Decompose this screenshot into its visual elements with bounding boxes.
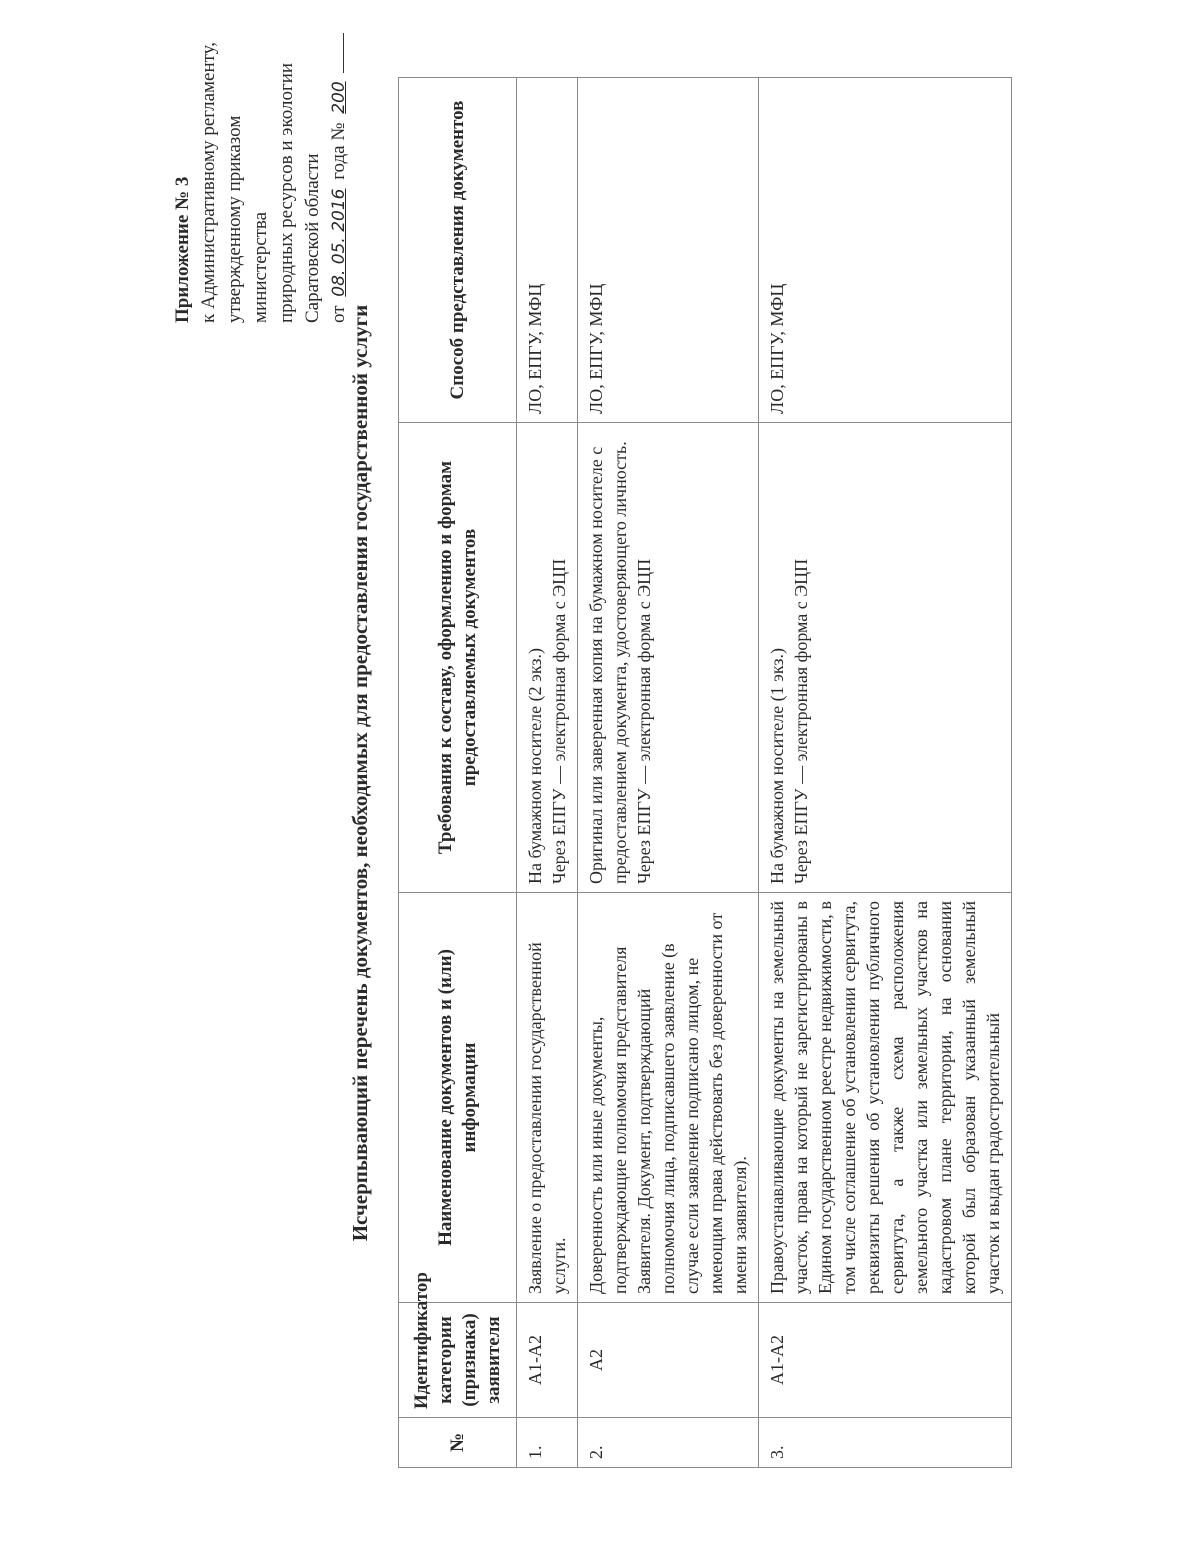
header-number: № — [399, 1418, 517, 1468]
appendix-line: утвержденному приказом министерства — [224, 115, 271, 323]
date-prefix: от — [328, 305, 349, 323]
row-method: ЛО, ЕПГУ, МФЦ — [578, 78, 759, 423]
requirement-line: Через ЕПГУ — электронная форма с ЭЦП — [549, 558, 569, 884]
handwritten-date: 08. 05. 2016 — [329, 188, 349, 297]
row-number: 3. — [759, 1418, 1012, 1468]
table-header-row — [399, 78, 517, 1468]
row-requirements — [759, 423, 1012, 893]
row-document: Доверенность или иные документы, подтверждающие полномочия представителя Заявителя. Документ, подтверждающий полномочия лица, подписавшего заявление (в случае если заявление подписано лицом, не имеющим права действовать без доверенности от имени заявителя). — [578, 893, 759, 1303]
header-category: Идентификатор категории (признака) заявителя — [399, 1303, 517, 1418]
requirement-line: На бумажном носителе (1 экз.) — [767, 648, 787, 884]
requirement-line: На бумажном носителе (2 экз.) — [525, 648, 545, 884]
row-category: А2 — [578, 1303, 759, 1418]
document-title: Исчерпывающий перечень документов, необходимых для предоставления государственной услуги — [348, 304, 372, 1242]
table-row — [578, 78, 759, 1468]
table-row — [759, 78, 1012, 1468]
table-row — [517, 78, 578, 1468]
requirement-line: Через ЕПГУ — электронная форма с ЭЦП — [634, 558, 654, 884]
requirement-line: Оригинал или заверенная копия на бумажном носителе с предоставлением документа, удостоверяющего личность. — [586, 441, 630, 884]
row-number: 1. — [517, 1418, 578, 1468]
year-suffix: года № — [328, 122, 349, 180]
row-category: А1-А2 — [759, 1303, 1012, 1418]
header-document: Наименование документов и (или) информации — [399, 893, 517, 1303]
requirement-line: Через ЕПГУ — электронная форма с ЭЦП — [791, 558, 811, 884]
appendix-heading: Приложение № 3 — [172, 176, 193, 323]
row-document: Правоустанавливающие документы на земельный участок, права на который не зарегистрированы в Едином государственном реестре недвижимости, в том числе соглашение об установлении сервитута, реквизиты решения об установлении публичного сервитута, а также схема расположения земельного участка или земельных участков на кадастровом плане территории, на основании которой был образован указанный земельный участок и выдан градостроительный — [759, 893, 1012, 1303]
row-method: ЛО, ЕПГУ, МФЦ — [517, 78, 578, 423]
documents-table — [398, 77, 1012, 1468]
handwritten-order-number: 200 — [329, 81, 349, 114]
header-method: Способ представления документов — [399, 78, 517, 423]
row-method: ЛО, ЕПГУ, МФЦ — [759, 78, 1012, 423]
row-number: 2. — [578, 1418, 759, 1468]
row-category: А1-А2 — [517, 1303, 578, 1418]
appendix-line: к Административному регламенту, — [198, 41, 219, 323]
row-requirements — [517, 423, 578, 893]
row-requirements — [578, 423, 759, 893]
appendix-block — [170, 0, 352, 323]
appendix-line: Саратовской области — [302, 153, 323, 323]
row-document: Заявление о предоставлении государственной услуги. — [517, 893, 578, 1303]
header-requirements: Требования к составу, оформлению и формам предоставляемых документов — [399, 423, 517, 893]
appendix-line: природных ресурсов и экологии — [276, 62, 297, 323]
signature-blank — [343, 33, 344, 73]
